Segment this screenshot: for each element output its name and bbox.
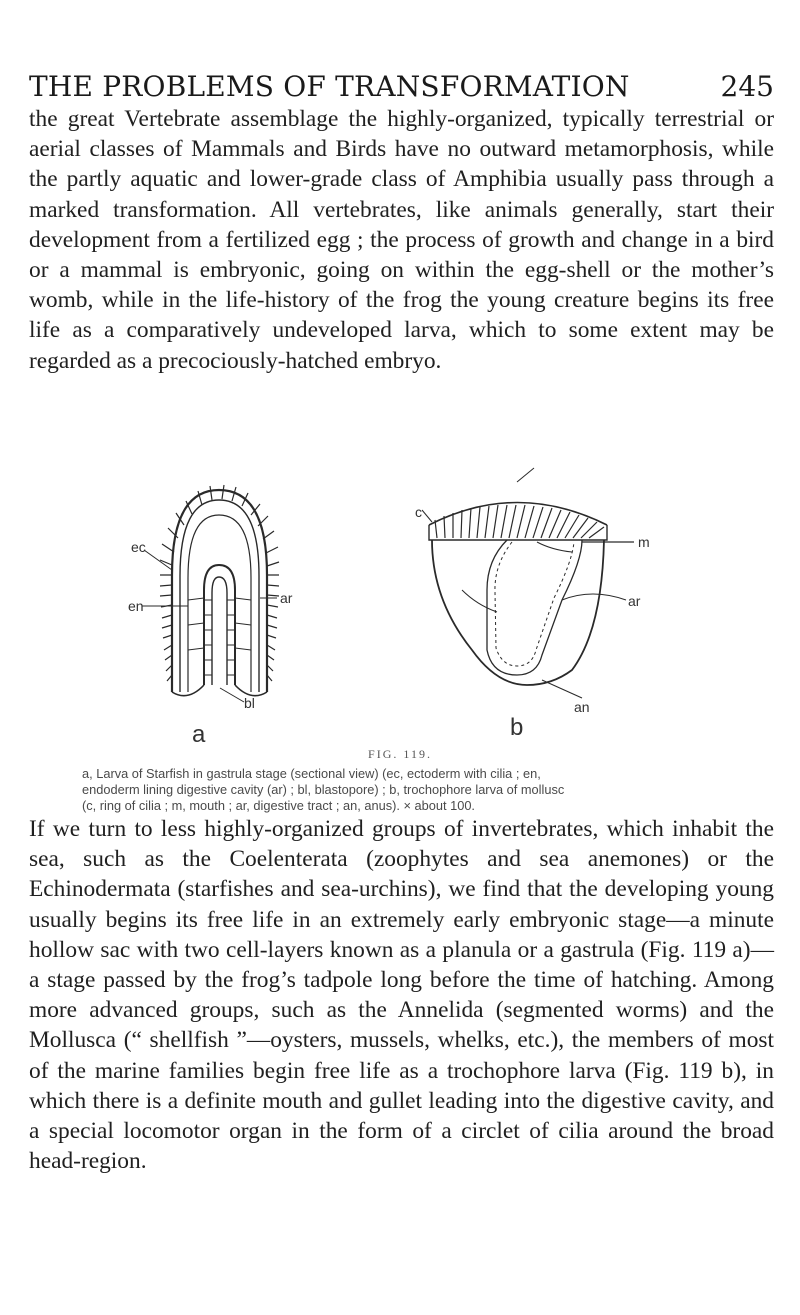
page-number: 245 <box>720 70 774 103</box>
label-ar-b: ar <box>628 593 641 609</box>
caption-line: endoderm lining digestive cavity (ar) ; bl, blastopore) ; b, trochophore larva of mollusc <box>82 782 565 797</box>
label-c: c <box>415 504 422 520</box>
label-an: an <box>574 699 590 715</box>
figure-number: FIG. 119. <box>368 747 432 761</box>
label-en: en <box>128 598 144 614</box>
gastrula-illustration <box>142 485 279 702</box>
trochophore-illustration <box>422 468 634 698</box>
body-paragraph-2: If we turn to less highly-organized groups of invertebrates, which inhabit the sea, such as the Coelenterata (zoophytes and sea anemones) or the Echinodermata (starfishes and sea-urchins), we find that the developing young usually begins its free life in an extremely early embryonic stage—a minute hollow sac with two cell-layers known as a planula or a gastrula (Fig. 119 a)—a stage passed by the frog’s tadpole long before the time of hatching. Among more advanced groups, such as the Annelida (segmented worms) and the Mollusca (“ shellfish ”—oysters, mussels, whelks, etc.), the members of most of the marine families begin free life as a trochophore larva (Fig. 119 b), in which there is a definite mouth and gullet leading into the digestive cavity, and a special locomotor organ in the form of a circlet of cilia around the broad head-region. <box>29 816 774 1175</box>
caption-line: (c, ring of cilia ; m, mouth ; ar, digestive tract ; an, anus). × about 100. <box>82 798 475 813</box>
label-bl: bl <box>244 695 255 711</box>
panel-b-letter: b <box>510 714 524 741</box>
label-ar-a: ar <box>280 590 293 606</box>
caption-line: a, Larva of Starfish in gastrula stage (sectional view) (ec, ectoderm with cilia ; en, <box>82 766 541 781</box>
figure-119 <box>128 480 722 750</box>
running-head: THE PROBLEMS OF TRANSFORMATION <box>29 70 630 103</box>
label-ec: ec <box>131 539 146 555</box>
figure-caption <box>82 766 732 814</box>
body-paragraph-1: the great Vertebrate assemblage the highly-organized, typically terrestrial or aerial classes of Mammals and Birds have no outward metamorphosis, while the partly aquatic and lower-grade class of Amphibia usually pass through a marked transformation. All vertebrates, like animals generally, start their development from a fertilized egg ; the process of growth and change in a bird or a mammal is embryonic, going on within the egg-shell or the mother’s womb, while in the life-history of the frog the young creature begins its free life as a comparatively undeveloped larva, which to some extent may be regarded as a precociously-hatched embryo. <box>29 106 774 374</box>
label-m: m <box>638 534 650 550</box>
panel-a-letter: a <box>192 721 206 748</box>
